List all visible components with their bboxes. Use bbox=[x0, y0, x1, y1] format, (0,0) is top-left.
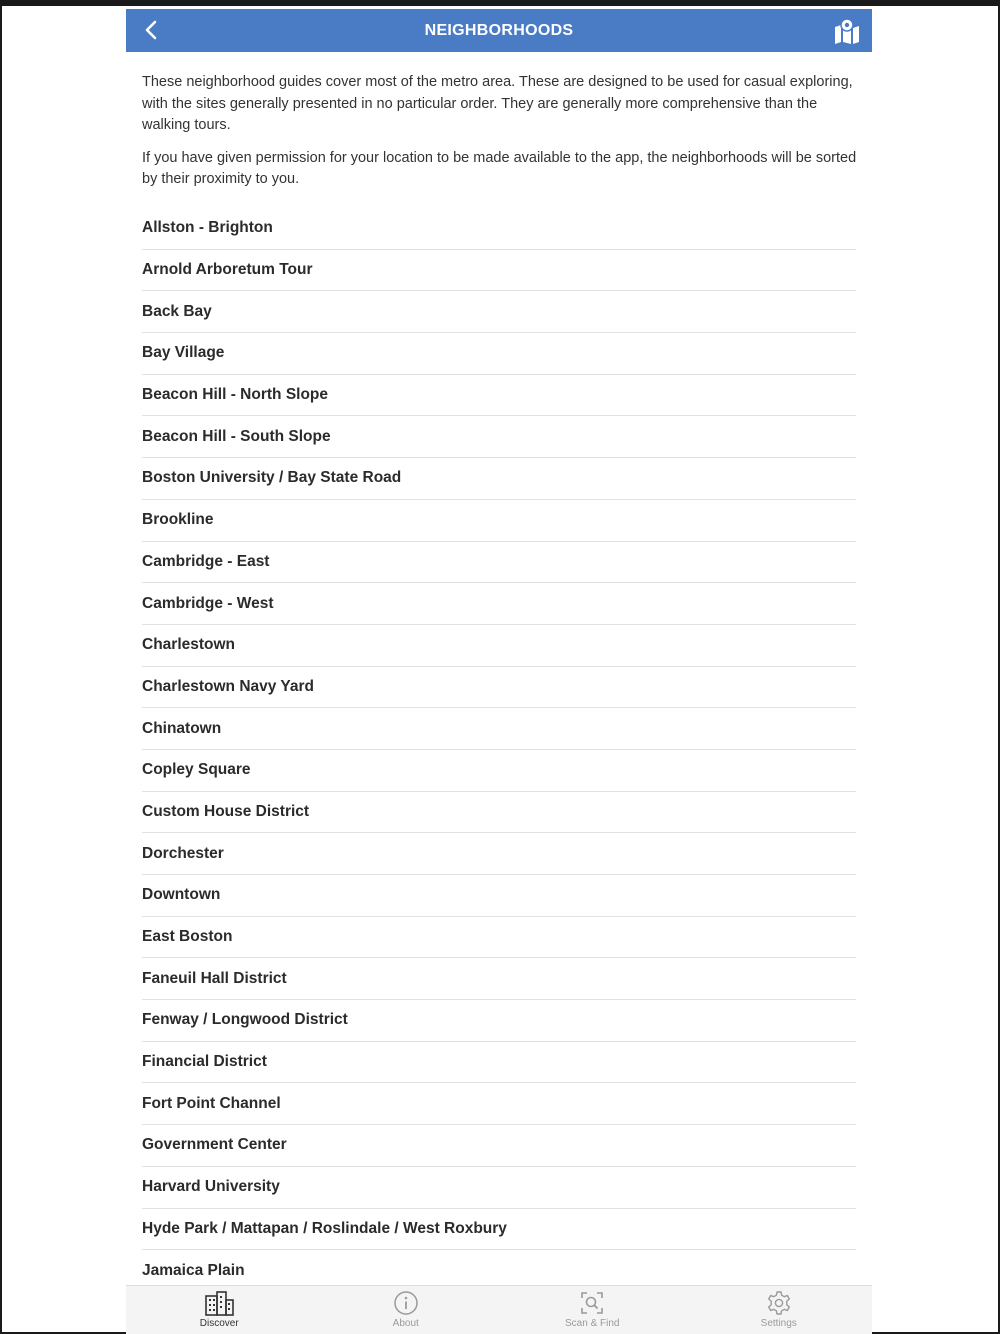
list-item[interactable]: Harvard University bbox=[142, 1167, 856, 1209]
tab-label: Settings bbox=[760, 1318, 797, 1329]
list-item[interactable]: Brookline bbox=[142, 500, 856, 542]
scan-icon bbox=[579, 1290, 605, 1316]
list-item[interactable]: Charlestown Navy Yard bbox=[142, 667, 856, 709]
page-title: NEIGHBORHOODS bbox=[424, 21, 574, 39]
app-screen bbox=[126, 9, 872, 1334]
tab-label: Discover bbox=[199, 1318, 239, 1329]
list-item[interactable]: Hyde Park / Mattapan / Roslindale / West Roxbury bbox=[142, 1209, 856, 1251]
list-item[interactable]: Allston - Brighton bbox=[142, 208, 856, 250]
list-item[interactable]: Boston University / Bay State Road bbox=[142, 458, 856, 500]
tab-discover[interactable] bbox=[126, 1286, 313, 1334]
tab-bar bbox=[126, 1285, 872, 1334]
list-item[interactable]: Beacon Hill - North Slope bbox=[142, 375, 856, 417]
tab-label: About bbox=[392, 1318, 419, 1329]
list-item[interactable]: East Boston bbox=[142, 917, 856, 959]
info-icon bbox=[393, 1290, 419, 1316]
nav-header bbox=[126, 9, 872, 52]
list-item[interactable]: Cambridge - West bbox=[142, 583, 856, 625]
list-item[interactable]: Financial District bbox=[142, 1042, 856, 1084]
list-item[interactable]: Fenway / Longwood District bbox=[142, 1000, 856, 1042]
tab-about[interactable] bbox=[313, 1286, 500, 1334]
list-item[interactable]: Government Center bbox=[142, 1125, 856, 1167]
list-item[interactable]: Charlestown bbox=[142, 625, 856, 667]
list-item[interactable]: Chinatown bbox=[142, 708, 856, 750]
map-view-button[interactable] bbox=[832, 16, 862, 46]
buildings-icon bbox=[203, 1290, 235, 1316]
list-item[interactable]: Bay Village bbox=[142, 333, 856, 375]
list-item[interactable]: Faneuil Hall District bbox=[142, 958, 856, 1000]
intro-paragraph: These neighborhood guides cover most of the metro area. These are designed to be used for casual exploring, with the sites generally presented in no particular order. They are generally more comprehensive than the walking tours. bbox=[142, 74, 853, 133]
list-item[interactable]: Arnold Arboretum Tour bbox=[142, 250, 856, 292]
list-item[interactable]: Dorchester bbox=[142, 833, 856, 875]
gear-icon bbox=[766, 1290, 792, 1316]
list-item[interactable]: Beacon Hill - South Slope bbox=[142, 416, 856, 458]
tab-settings[interactable] bbox=[686, 1286, 873, 1334]
intro-paragraph: If you have given permission for your location to be made available to the app, the neighborhoods will be sorted by their proximity to you. bbox=[142, 149, 857, 187]
list-item[interactable]: Downtown bbox=[142, 875, 856, 917]
list-item[interactable]: Back Bay bbox=[142, 291, 856, 333]
tab-scan-find[interactable] bbox=[499, 1286, 686, 1334]
intro-text bbox=[142, 72, 858, 202]
chevron-left-icon bbox=[144, 20, 158, 40]
neighborhood-list bbox=[142, 208, 856, 1292]
map-pin-icon bbox=[833, 18, 861, 44]
list-item[interactable]: Jamaica Plain bbox=[142, 1250, 856, 1292]
list-item[interactable]: Copley Square bbox=[142, 750, 856, 792]
list-item[interactable]: Custom House District bbox=[142, 792, 856, 834]
back-button[interactable] bbox=[138, 17, 164, 43]
list-item[interactable]: Cambridge - East bbox=[142, 542, 856, 584]
tab-label: Scan & Find bbox=[565, 1318, 620, 1329]
list-item[interactable]: Fort Point Channel bbox=[142, 1083, 856, 1125]
